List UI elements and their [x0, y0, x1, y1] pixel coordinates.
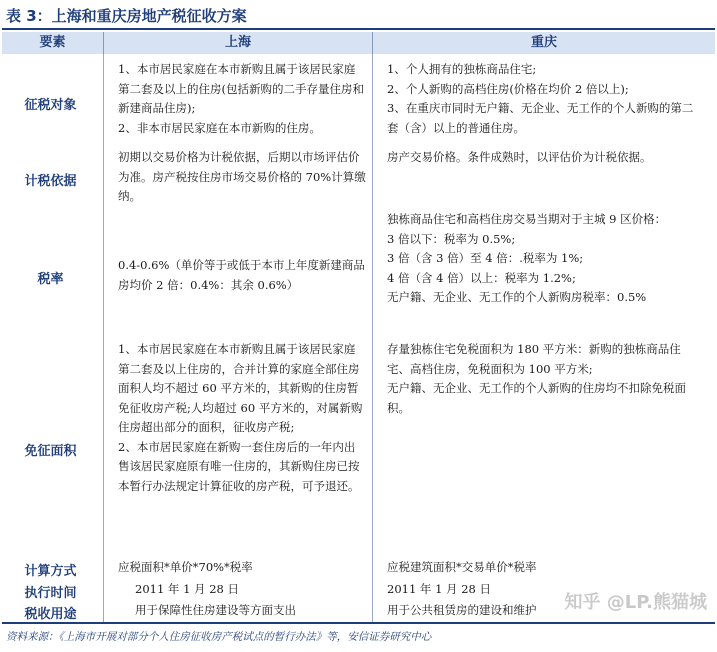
cell-shanghai: 0.4-0.6%（单价等于或低于本市上年度新建商品房均价 2 倍：0.4%：其余 0.6%） [118, 258, 365, 292]
watermark-text: 知乎 @LP.熊猫城 [564, 592, 707, 613]
cell-shanghai: 1、本市居民家庭在本市新购且属于该居民家庭第二套及以上的住房(包括新购的二手存量住房和新建商品住房); 2、非本市居民家庭在本市新购的住房。 [118, 62, 364, 135]
table-header [2, 32, 715, 54]
row-label: 计算方式 [24, 564, 77, 579]
column-divider [372, 32, 373, 622]
header-shanghai: 上海 [224, 35, 251, 50]
row-label: 计税依据 [24, 174, 77, 189]
cell-shanghai: 2011 年 1 月 28 日 [135, 582, 239, 596]
cell-shanghai: 用于保障性住房建设等方面支出 [135, 603, 296, 617]
header-chongqing: 重庆 [530, 35, 557, 50]
cell-chongqing: 2011 年 1 月 28 日 [387, 582, 491, 596]
table-title: 表 3：上海和重庆房地产税征收方案 [6, 7, 247, 25]
cell-chongqing: 存量独栋住宅免税面积为 180 平方米：新购的独栋商品住宅、高档住房，免税面积为 100 平方米; 无户籍、无企业、无工作的个人新购的住房均不扣除免税面积。 [387, 342, 686, 415]
cell-shanghai: 初期以交易价格为计税依据，后期以市场评估价为准。房产税按住房市场交易价格的 70%计算缴纳。 [118, 150, 366, 203]
row-label: 征税对象 [24, 98, 77, 113]
row-label: 税收用途 [24, 607, 77, 622]
bottom-rule [2, 622, 715, 624]
source-note: 资料来源：《上海市开展对部分个人住房征收房产税试点的暂行办法》等，安信证券研究中心 [6, 631, 432, 643]
top-rule [2, 28, 715, 30]
row-label: 免征面积 [24, 444, 77, 459]
cell-chongqing: 独栋商品住宅和高档住房交易当期对于主城 9 区价格： 3 倍以下：税率为 0.5%; 3 倍（含 3 倍）至 4 倍：.税率为 1%; 4 倍（含 4 倍）以上：税率为 1.2%; 无户籍、无企业、无工作的个人新购房税率：0.5% [387, 212, 667, 304]
cell-chongqing: 应税建筑面积*交易单价*税率 [387, 560, 537, 574]
cell-chongqing: 房产交易价格。条件成熟时，以评估价为计税依据。 [387, 150, 652, 164]
column-divider [103, 32, 104, 622]
row-label: 税率 [37, 272, 64, 287]
row-label: 执行时间 [24, 586, 77, 601]
cell-chongqing: 用于公共租赁房的建设和维护 [387, 603, 537, 617]
cell-chongqing: 1、个人拥有的独栋商品住宅; 2、个人新购的高档住房(价格在均价 2 倍以上); 3、在重庆市同时无户籍、无企业、无工作的个人新购的第二套（含）以上的普通住房。 [387, 62, 694, 135]
header-element: 要素 [39, 35, 66, 50]
cell-shanghai: 应税面积*单价*70%*税率 [118, 560, 253, 574]
cell-shanghai: 1、本市居民家庭在本市新购且属于该居民家庭第二套及以上住房的，合并计算的家庭全部住房面积人均不超过 60 平方米的，其新购的住房暂免征收房产税;人均超过 60 平方米的，对属新购住房超出部分的面积，征收房产税; 2、本市居民家庭在新购一套住房后的一年内出售该居民家庭原有唯一住房的，其新购住房已按本暂行办法规定计算征收的房产税，可予退还。 [118, 342, 363, 493]
